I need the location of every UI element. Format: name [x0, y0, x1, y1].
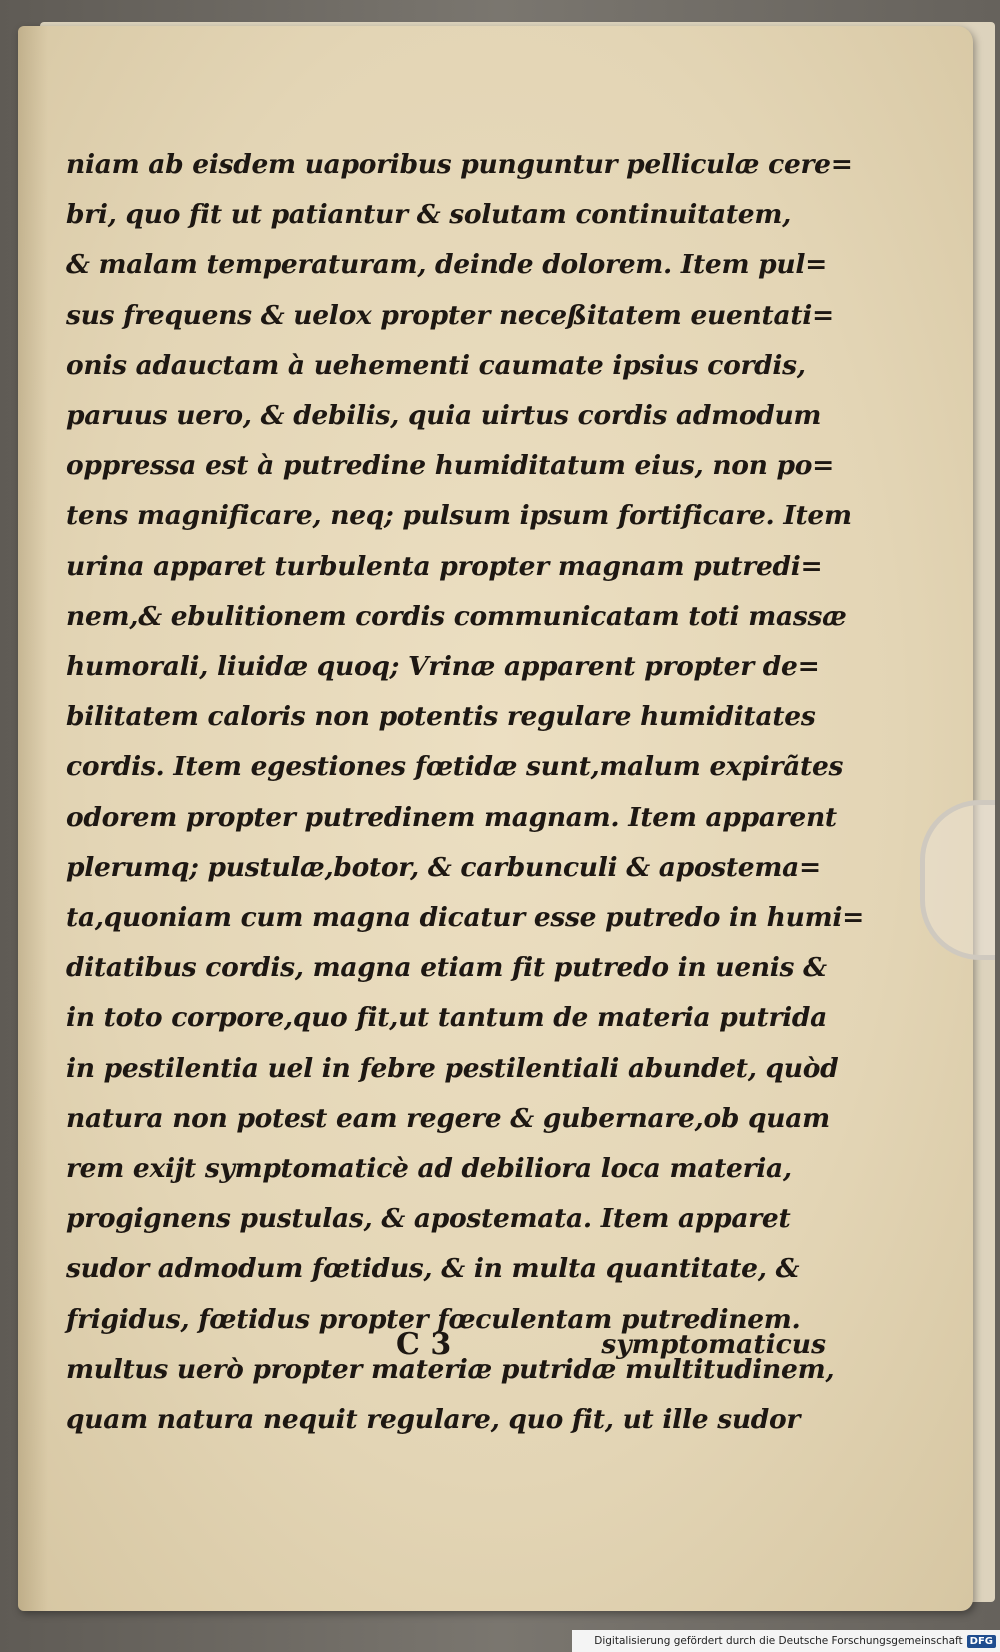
text-line: sus frequens & uelox propter neceßitatem euentati=: [66, 299, 834, 331]
text-line: natura non potest eam regere & gubernare,ob quam: [66, 1102, 830, 1134]
text-line: plerumq; pustulæ,botor, & carbunculi & apostema=: [66, 851, 821, 883]
signature-mark: C 3: [396, 1327, 452, 1362]
text-line: bri, quo fit ut patiantur & solutam continuitatem,: [66, 199, 792, 231]
text-line: tens magnificare, neq; pulsum ipsum fortificare. Item: [66, 500, 852, 532]
text-line: quam natura nequit regulare, quo fit, ut ille sudor: [66, 1404, 801, 1436]
text-line: nem,& ebulitionem cordis communicatam toti massæ: [66, 600, 847, 632]
text-line: cordis. Item egestiones fœtidæ sunt,malum expirãtes: [66, 751, 844, 783]
text-line: sudor admodum fœtidus, & in multa quantitate, &: [66, 1253, 800, 1285]
text-line: niam ab eisdem uaporibus punguntur pelliculæ cere=: [66, 149, 853, 180]
text-line: rem exijt symptomaticè ad debiliora loca materia,: [66, 1153, 792, 1185]
digitization-credit-bar: [572, 1630, 1000, 1652]
text-line: odorem propter putredinem magnam. Item apparent: [66, 801, 837, 833]
text-line: oppressa est à putredine humiditatum eius, non po=: [66, 450, 835, 482]
page-clip: [920, 800, 995, 960]
page-footer-line: [66, 1320, 826, 1370]
text-line: urina apparet turbulenta propter magnam putredi=: [66, 550, 823, 582]
text-line: progignens pustulas, & apostemata. Item apparet: [66, 1203, 791, 1235]
text-line: in pestilentia uel in febre pestilentiali abundet, quòd: [66, 1052, 839, 1084]
text-line: multus uerò propter materiæ putridæ multitudinem,: [66, 1353, 835, 1385]
dfg-logo-icon: DFG: [967, 1635, 996, 1648]
text-line: onis adauctam à uehementi caumate ipsius cordis,: [66, 349, 806, 381]
page-edge-stain: [18, 26, 48, 1611]
text-line: humorali, liuidæ quoq; Vrinæ apparent propter de=: [66, 651, 820, 683]
text-line: bilitatem caloris non potentis regulare humiditates: [66, 701, 816, 733]
text-line: ditatibus cordis, magna etiam fit putredo in uenis &: [66, 952, 827, 984]
catchword: symptomaticus: [601, 1329, 826, 1360]
text-line: paruus uero, & debilis, quia uirtus cordis admodum: [66, 400, 822, 432]
text-line: ta,quoniam cum magna dicatur esse putredo in humi=: [66, 902, 865, 934]
digitization-credit: Digitalisierung gefördert durch die Deutsche Forschungsgemeinschaft: [594, 1635, 963, 1647]
page-text-block: [66, 140, 865, 1445]
text-line: frigidus, fœtidus propter fœculentam putredinem.: [66, 1303, 801, 1335]
text-line: & malam temperaturam, deinde dolorem. Item pul=: [66, 249, 827, 281]
text-line: in toto corpore,quo fit,ut tantum de materia putrida: [66, 1002, 827, 1034]
